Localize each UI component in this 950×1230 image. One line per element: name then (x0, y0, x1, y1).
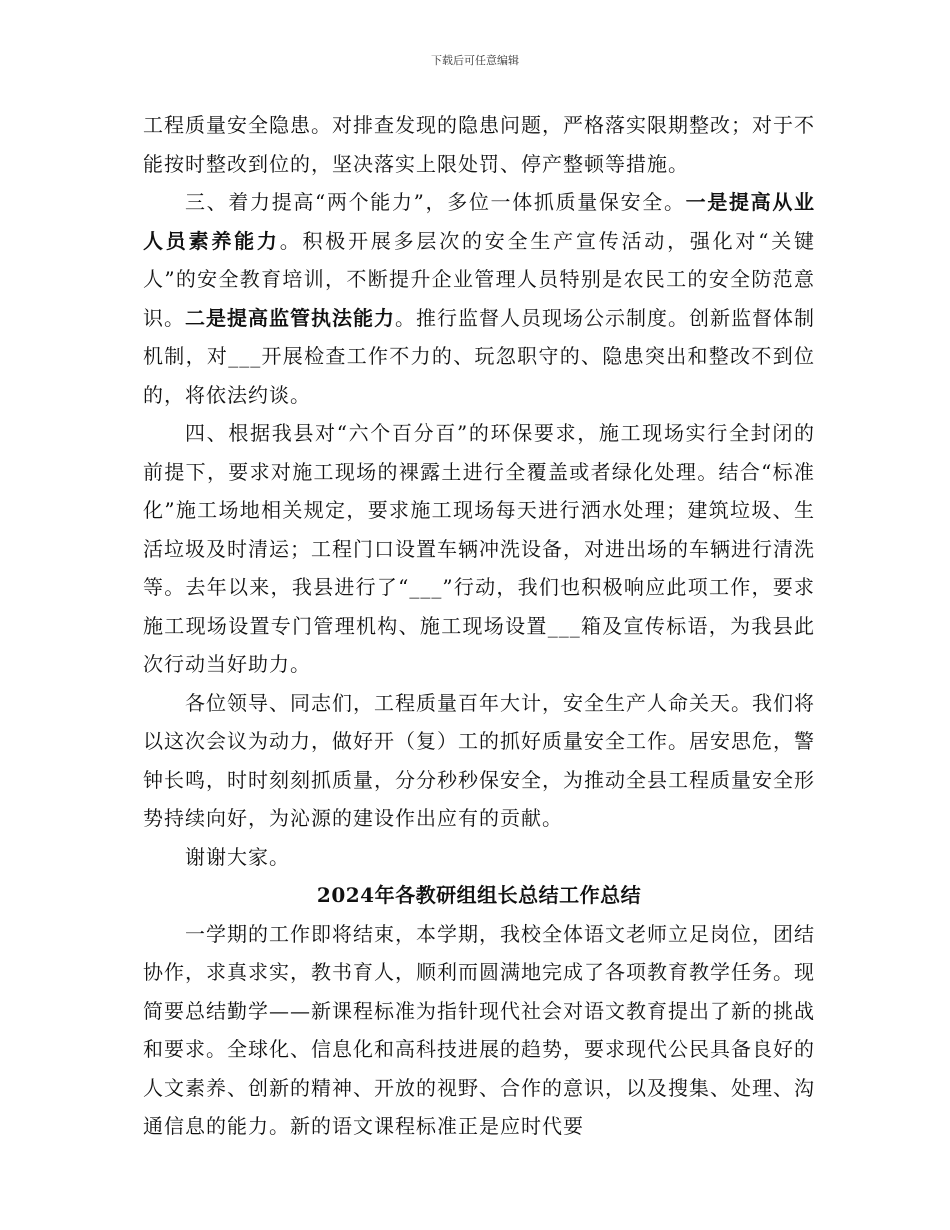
section-title: 2024年各教研组组长总结工作总结 (316, 883, 642, 907)
paragraph-5: 谢谢大家。 (185, 844, 290, 869)
paragraph-2-bold-2: 二是提高监管执法能力 (185, 305, 395, 330)
document-body (143, 106, 815, 1146)
paragraph-2-lead: 三、着力提高“两个能力”，多位一体抓质量保安全。 (185, 190, 686, 214)
paragraph-2-tail: 。推行监督人员现场公示制度。创新监督体制机制，对___开展检查工作不力的、玩忽职守的、隐患突出和整改不到位的，将依法约谈。 (143, 305, 815, 407)
paragraph-3: 四、根据我县对“六个百分百”的环保要求，施工现场实行全封闭的前提下，要求对施工现场的裸露土进行全覆盖或者绿化处理。结合“标准化”施工场地相关规定，要求施工现场每天进行洒水处理；建筑垃圾、生活垃圾及时清运；工程门口设置车辆冲洗设备，对进出场的车辆进行清洗等。去年以来，我县进行了“___”行动，我们也积极响应此项工作，要求施工现场设置专门管理机构、施工现场设置___箱及宣传标语，为我县此次行动当好助力。 (143, 421, 815, 676)
paragraph-6: 一学期的工作即将结束，本学期，我校全体语文老师立足岗位，团结协作，求真求实，教书育人，顺利而圆满地完成了各项教育教学任务。现简要总结勤学——新课程标准为指针现代社会对语文教育提出了新的挑战和要求。全球化、信息化和高科技进展的趋势，要求现代公民具备良好的人文素养、创新的精神、开放的视野、合作的意识，以及搜集、处理、沟通信息的能力。新的语文课程标准正是应时代要 (143, 921, 815, 1138)
paragraph-1: 工程质量安全隐患。对排查发现的隐患问题，严格落实限期整改；对于不能按时整改到位的，坚决落实上限处罚、停产整顿等措施。 (143, 113, 815, 176)
paragraph-4: 各位领导、同志们，工程质量百年大计，安全生产人命关天。我们将以这次会议为动力，做好开（复）工的抓好质量安全工作。居安思危，警钟长鸣，时时刻刻抓质量，分分秒秒保安全，为推动全县工程质量安全形势持续向好，为沁源的建设作出应有的贡献。 (143, 690, 815, 830)
paragraph-2-mid: 。积极开展多层次的安全生产宣传活动，强化对“关键人”的安全教育培训，不断提升企业管理人员特别是农民工的安全防范意识。 (143, 228, 815, 330)
paragraph-2 (143, 183, 815, 414)
page-header: 下载后可任意编辑 (431, 54, 519, 67)
paragraph-2-bold-1: 一是提高从业人员素养能力 (143, 190, 816, 253)
